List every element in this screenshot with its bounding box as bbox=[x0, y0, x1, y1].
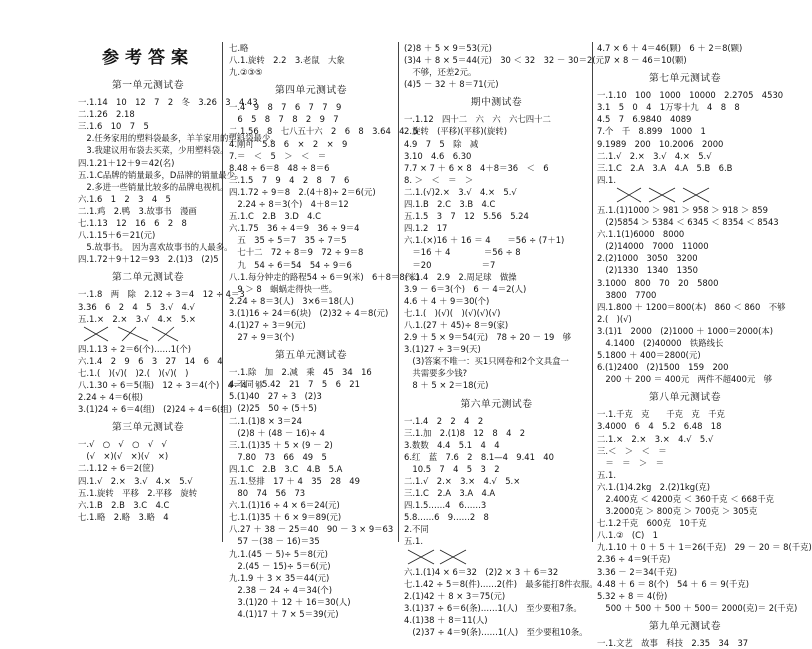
section-heading-unit5: 第五单元测试卷 bbox=[274, 350, 348, 362]
matching-lines-diagram bbox=[597, 186, 773, 204]
section-heading-unit1: 第一单元测试卷 bbox=[111, 80, 185, 92]
answer-line: 四.1.5……4 6……3 bbox=[404, 500, 487, 511]
answer-line: 一.1.千克 克 千克 克 千克 bbox=[597, 409, 725, 420]
unit5-answers bbox=[229, 366, 393, 620]
page-title: 参考答案 bbox=[102, 48, 194, 68]
answer-line: 8.48 ÷ 6＝8 48 ÷ 8＝6 bbox=[229, 162, 330, 173]
answer-line: 三.1.加 2.(1)8 12 8 4 2 bbox=[404, 427, 526, 438]
answer-line: 4.7 × 6 ＋ 4＝46(颗) 6 ＋ 2＝8(颗) bbox=[597, 43, 743, 53]
answer-line: 3.我建议用布袋去买菜，少用塑料袋。 bbox=[78, 145, 229, 156]
unit3-answers bbox=[78, 438, 218, 523]
answer-line: 5.32 ÷ 8 ＝ 4(份) bbox=[597, 590, 668, 601]
answer-line: ＝16 ＋ 4 ＝56 ÷ 8 bbox=[404, 247, 521, 258]
answer-line: 四.1.C 2.B 3.C 4.B 5.A bbox=[229, 463, 343, 474]
answer-line: 七.1.13 12 16 6 2 8 bbox=[78, 218, 187, 229]
answer-line: 不够，还差2元。 bbox=[404, 67, 477, 78]
answer-line: 一.1.除 加 2.减 乘 45 34 16 bbox=[229, 367, 372, 378]
answer-line: 4.(1)38 ＋ 8＝11(人) bbox=[404, 614, 488, 625]
answer-line: 6.(1)2400 (2)1500 159 200 bbox=[597, 362, 729, 373]
answer-line: (2)14000 7000 11000 bbox=[597, 241, 709, 252]
answer-line: 3.36 6 2 4 5 3.√ 4.√ bbox=[78, 301, 195, 312]
answer-line: 9.1989 200 10.2006 2000 bbox=[597, 138, 724, 149]
section-heading-unit3: 第三单元测试卷 bbox=[111, 422, 185, 434]
answer-line: 3.(1)20 ＋ 12 ＋ 16＝30(人) bbox=[229, 596, 351, 607]
answer-line: 7.7 × 7 ＋ 6 × 8 4＋8＝36 ＜ 6 bbox=[404, 162, 549, 173]
answer-line: 4.1400 (2)40000 铁路线长 bbox=[597, 337, 724, 348]
column-divider bbox=[592, 42, 593, 542]
answer-line: 九.②③⑤ bbox=[229, 67, 263, 78]
section-heading-midterm: 期中测试卷 bbox=[470, 97, 523, 109]
answer-line: 三.1.(1)35 ＋ 5 × (9 － 2) bbox=[229, 439, 333, 450]
answer-line: 二.1.26 2.18 bbox=[78, 109, 135, 120]
answer-line: 三.1.5 7 9 4 2 8 7 6 bbox=[229, 174, 350, 185]
answer-line: 57 －(38 － 16)＝35 bbox=[229, 536, 320, 547]
answer-line: 3.1000 800 70 20 5800 bbox=[597, 277, 719, 288]
answer-line: 500 ＋ 500 ＋ 500 ＋ 500＝ 2000(克)＝ 2(千克) bbox=[597, 602, 798, 613]
column-divider bbox=[398, 42, 399, 542]
answer-line: 7.＝ ＜ 5 ＞ ＜ ＝ bbox=[229, 150, 327, 161]
answer-line: 二.1.√ 2.× 3.√ 4.× 5.√ bbox=[597, 150, 712, 161]
answer-line: (2)5854 ＞ 5384 ＜ 6345 ＜ 8354 ＜ 8543 bbox=[597, 217, 779, 228]
answer-line: 3.(1)16 ÷ 24＝6(块) (2)32 ÷ 4＝8(元) bbox=[229, 307, 389, 318]
answer-line: 3.4000 6 4 5.2 6.48 18 bbox=[597, 421, 722, 432]
answer-line: 3.数数 4.4 5.1 4 4 bbox=[404, 439, 500, 450]
answer-line: 七.1.( )(√)( )(√)(√)(√) bbox=[404, 307, 501, 318]
answer-line: 五 35 ÷ 5＝7 35 ÷ 7＝5 bbox=[229, 235, 347, 246]
answer-line: 七十二 72 ÷ 8＝9 72 ÷ 9＝8 bbox=[229, 247, 364, 258]
answer-line: 五.1.旋转 平移 2.平移 旋转 bbox=[78, 487, 198, 498]
answer-line: 三.1.6 10 7 5 bbox=[78, 121, 149, 132]
answer-line: 3.(1)27 ÷ 3＝9(天) bbox=[404, 344, 481, 355]
section-heading-unit4: 第四单元测试卷 bbox=[274, 85, 348, 97]
answer-line: 3.36 － 2＝34(千克) bbox=[597, 566, 677, 577]
answer-line: 80 74 56 73 bbox=[229, 488, 306, 499]
answer-line: (3)4 ＋ 8 × 5＝44(元) 30 ＜ 32 32 － 30＝2(元) bbox=[404, 55, 608, 66]
answer-line: 五.1.C 2.B 3.D 4.C bbox=[229, 211, 322, 222]
answer-line: 四.1.13 ÷ 2＝6(个)……1(个) bbox=[78, 343, 191, 354]
section-heading-unit9: 第九单元测试卷 bbox=[648, 620, 722, 632]
answer-line: (2)8 ＋ 5 × 9＝53(元) bbox=[404, 43, 492, 53]
answer-line: 六.1.(1)4 × 6＝32 (2)2 × 3 ＋ 6＝32 bbox=[404, 566, 559, 577]
answer-line: 7.个 千 8.899 1000 1 bbox=[597, 126, 706, 137]
answer-line: 九.1.10 ＋ 0 ＋ 5 ＋ 1＝26(千克) 29 － 20 ＝ 8(千克) bbox=[597, 542, 812, 553]
answer-line: 4.48 ＋ 6 ＝ 8(个) 54 ＋ 6 ＝ 9(千克) bbox=[597, 578, 749, 589]
section-heading-unit2: 第二单元测试卷 bbox=[111, 272, 185, 284]
answer-line: 六.1.(×)16 ＋ 16 ＝ 4 ＝56 ÷ (7＋1) bbox=[404, 235, 565, 246]
answer-line: 4.不同 5.42 21 7 5 6 21 bbox=[229, 379, 360, 390]
answer-line: 2.24 ÷ 8＝3(人) 3×6＝18(人) bbox=[229, 295, 354, 306]
answer-line: 五.1.× 2.× 3.√ 4.× 5.× bbox=[78, 313, 196, 324]
answer-line: 七.1.(1)35 ＋ 6 × 9＝89(元) bbox=[229, 512, 342, 523]
answer-line: 七.略 bbox=[229, 43, 249, 53]
column-4 bbox=[597, 42, 812, 649]
answer-line: 27 ÷ 9＝3(个) bbox=[229, 332, 295, 343]
answer-line: 4.(1)27 ÷ 3＝9(元) bbox=[229, 319, 306, 330]
answer-line: 一.4 9 8 7 6 7 7 9 bbox=[229, 102, 342, 113]
unit6-answers bbox=[404, 415, 598, 639]
answer-line: 六.1.4 2 9 6 3 27 14 6 4 bbox=[78, 355, 223, 366]
answer-line: 八.1.(27 ＋ 45)÷ 8＝9(家) bbox=[404, 319, 509, 330]
answer-line: 2.多进一些销量比较多的品牌电视机。 bbox=[78, 181, 229, 192]
answer-line: (2)1330 1340 1350 bbox=[597, 265, 698, 276]
answer-line: 二.1.(√)2.× 3.√ 4.× 5.√ bbox=[404, 186, 517, 197]
answer-line: 一.1.文艺 故事 科技 2.35 34 37 bbox=[597, 637, 749, 648]
answer-line: 七.1.42 ÷ 5＝8(件)……2(件) 最多能打8件衣服。 bbox=[404, 578, 598, 589]
answer-line: 5.故事书。 因为喜欢故事书的人最多。 bbox=[78, 242, 233, 253]
answer-line: 二.1.鸡 2.鸭 3.故事书 漫画 bbox=[78, 205, 197, 216]
answer-line: 2.400克 ＜ 4200克 ＜ 360千克 ＜ 668千克 bbox=[597, 494, 774, 504]
answer-line: 四.1.72＋9＋12＝93 2.(1)3 (2)5 bbox=[78, 254, 219, 265]
answer-line: 八.1.每分钟走的路程54 ÷ 6＝9(米) 6＋8＝8(米) bbox=[229, 271, 420, 282]
answer-line: 7 × 8 － 46＝10(颗) bbox=[597, 55, 687, 66]
answer-line: 六.1.6 1 2 3 4 5 bbox=[78, 193, 171, 204]
answer-line: 五.1. bbox=[404, 536, 424, 547]
answer-line: 共需要多少钱? bbox=[404, 368, 468, 379]
answer-line: 二.1.× 2.× 3.× 4.√ 5.√ bbox=[597, 433, 714, 444]
answer-line: 六.1.(1)16 ÷ 4 × 6＝24(元) bbox=[229, 500, 340, 511]
answer-line: 8. ＞ ＜ ＝ ＞ bbox=[404, 174, 474, 185]
answer-line: 2.(45 － 15)÷ 5＝6(元) bbox=[229, 560, 331, 571]
answer-line: 3.(1)24 ÷ 6＝4(组) (2)24 ÷ 4＝6(组) bbox=[78, 404, 232, 415]
answer-line: 3800 7700 bbox=[597, 289, 657, 300]
answer-line: 六.1.4 2.9 2.周足球 做操 bbox=[404, 271, 517, 282]
answer-line: 四.1.√ 2.× 3.√ 4.× 5.√ bbox=[78, 475, 193, 486]
answer-line: 9 ＞ 8 蜗蜗走得快一些。 bbox=[229, 283, 338, 294]
answer-line: 3.9 － 6＝3(个) 6 － 4＝2(人) bbox=[404, 283, 527, 294]
answer-line: 3.2000克 ＞ 800克 ＞ 700克 ＞ 305克 bbox=[597, 506, 758, 517]
unit7-answers bbox=[597, 89, 786, 385]
answer-line: 八.27 ＋ 38 － 25＝40 90 － 3 × 9＝63 bbox=[229, 524, 394, 535]
matching-lines-diagram bbox=[78, 325, 218, 343]
answer-line: 六.1.(1)4.2kg 2.(2)1kg(克) bbox=[597, 481, 711, 492]
answer-line: 2.24 ÷ 8＝3(个) 4＋8＝12 bbox=[229, 199, 349, 210]
answer-line: 六.1.B 2.B 3.C 4.C bbox=[78, 499, 170, 510]
answer-line: 六.1.75 36 ÷ 4＝9 36 ÷ 9＝4 bbox=[229, 223, 360, 234]
answer-line: 一.1.12 四十二 六 六 六七四十二 bbox=[404, 114, 551, 125]
answer-line: 六.1.1(1)6000 8000 bbox=[597, 229, 685, 240]
answer-line: 4.刚可 5.8 6 × 2 × 9 bbox=[229, 138, 348, 149]
answer-line: 2.36 ÷ 4＝9(千克) bbox=[597, 554, 671, 565]
answer-line: 2.(2)1000 3050 3200 bbox=[597, 253, 698, 264]
answer-line: 2.38 － 24 ÷ 4＝34(个) bbox=[229, 584, 332, 595]
answer-line: 七.1.略 2.略 3.略 4 bbox=[78, 511, 169, 522]
answer-line: 一.1.10 100 1000 10000 2.2705 4530 bbox=[597, 90, 784, 101]
answer-line: 九.1.9 ＋ 3 × 35＝44(元) bbox=[229, 572, 330, 583]
answer-line: 八.1.旋转 2.2 3.老鼠 大象 bbox=[229, 55, 345, 66]
section-heading-unit6: 第六单元测试卷 bbox=[460, 398, 533, 410]
answer-line: 四.1.2 17 bbox=[404, 223, 448, 234]
answer-line: 4.9 7 5 除 减 bbox=[404, 138, 479, 149]
unit4-answers bbox=[229, 101, 420, 343]
answer-line: 4.6 ＋ 4 ＋ 9＝30(个) bbox=[404, 295, 490, 306]
answer-line: 5.1800 ＋ 400＝2800(元) bbox=[597, 350, 701, 361]
answer-line: 四.1.800 ＋ 1200＝800(本) 860 ＜ 860 不够 bbox=[597, 301, 786, 312]
answer-line: 3.(1)37 ÷ 6＝6(条)……1(人) 至少要租7条。 bbox=[404, 602, 582, 613]
answer-line: 2.( )(√) bbox=[597, 313, 632, 324]
answer-line: (√ ×)(√ ×)(√ ×) bbox=[78, 451, 169, 462]
answer-line: 八.1.② (C) 1 bbox=[597, 530, 658, 541]
answer-line: 八.1.15＋6＝21(元) bbox=[78, 230, 156, 241]
answer-line: (2)25 50 ÷ (5＋5) bbox=[229, 403, 317, 414]
answer-line: 4.5 7 6.9840 4089 bbox=[597, 114, 692, 125]
answer-line: (2)37 ÷ 4＝9(条)……1(人) 至少要租10条。 bbox=[404, 627, 588, 638]
answer-line: 二.1.12 ÷ 6＝2(筐) bbox=[78, 463, 154, 474]
answer-line: 5.8……6 9……2 8 bbox=[404, 512, 489, 523]
answer-line: 三.1.C 2.A 3.A 4.A bbox=[404, 488, 496, 499]
answer-line: 九 54 ÷ 6＝54 54 ÷ 9＝6 bbox=[229, 259, 352, 270]
answer-line: 八.1.30 ÷ 6＝5(瓶) 12 ÷ 3＝4(个) 4＝4 够 bbox=[78, 379, 264, 390]
answer-line: 五.1.竖排 17 ＋ 4 35 28 49 bbox=[229, 476, 360, 486]
answer-line: 2.旋转 (平移)(平移)(旋转) bbox=[404, 126, 507, 137]
answer-line: 2.24 ÷ 4＝6(根) bbox=[78, 392, 143, 403]
answer-line: ＝ ＝ ＞ ＝ bbox=[597, 457, 664, 468]
answer-line: (4)5 － 32 ＋ 8＝71(元) bbox=[404, 79, 499, 90]
answer-line: (2)8 ＋ (48 － 16)÷ 4 bbox=[229, 427, 325, 438]
answer-line: 七.1.2千克 600克 10千克 bbox=[597, 518, 707, 529]
answer-line: 2.(1)42 ＋ 8 × 3＝75(元) bbox=[404, 590, 506, 601]
answer-line: 五.1.C品牌的销量最多，D品牌的销量最少。 bbox=[78, 169, 244, 180]
answer-line: 四.1. bbox=[597, 174, 625, 185]
answer-line: 10.5 7 4 5 3 2 bbox=[404, 463, 500, 474]
answer-line: 七.1.( )(√)( )2.( )(√)( ) bbox=[78, 367, 189, 378]
column-3 bbox=[404, 42, 608, 638]
answer-line: 四.1.72 ÷ 9＝8 2.(4＋8)÷ 2＝6(元) bbox=[229, 186, 376, 197]
section-heading-unit8: 第八单元测试卷 bbox=[648, 392, 722, 404]
answer-line: 200 ＋ 200 ＝ 400元 两件不超400元 够 bbox=[597, 374, 773, 385]
answer-line: 一.1.14 10 12 7 2 冬 3.26 3 4.43 bbox=[78, 97, 258, 108]
answer-line: 三.＜ ＞ ＜ ＝ bbox=[597, 445, 667, 456]
answer-line: 5.(1)40 27 ÷ 3 (2)3 bbox=[229, 391, 322, 402]
answer-line: 2.9 ＋ 5 × 9＝54(元) 78 ÷ 20 － 19 够 bbox=[404, 332, 572, 343]
answer-line: ＝20 ＝7 bbox=[404, 259, 496, 270]
answer-line: 二.1.(1)8 × 3＝24 bbox=[229, 415, 302, 426]
answer-line: 7.80 73 66 49 5 bbox=[229, 451, 327, 462]
answer-line: 一.1.4 2 2 4 2 bbox=[404, 415, 484, 426]
midterm-answers bbox=[404, 113, 589, 391]
section-heading-unit7: 第七单元测试卷 bbox=[648, 73, 722, 85]
answer-line: 2.任务家用的塑料袋最多，羊羊家用的塑料袋最少。 bbox=[78, 133, 279, 144]
answer-line: 2.不同 bbox=[404, 524, 429, 535]
unit8-answers bbox=[597, 408, 812, 614]
answer-line: 五.1.(1)1000 ＞ 981 ＞ 958 ＞ 918 ＞ 859 bbox=[597, 204, 768, 215]
answer-line: 一.1.8 两 除 2.12 ÷ 3＝4 12 ÷ 4＝3 bbox=[78, 289, 245, 300]
answer-line: 3.1 5 0 4 1万零十九 4 8 8 bbox=[597, 102, 740, 113]
answer-line: 五.1.5 3 7 12 5.56 5.24 bbox=[404, 211, 529, 222]
answer-line: 3.10 4.6 6.30 bbox=[404, 150, 472, 161]
answer-line: 一.√ ○ √ ○ √ √ bbox=[78, 439, 167, 450]
answer-line: 九.1.(45 － 5)÷ 5＝8(元) bbox=[229, 548, 328, 559]
answer-line: 6.红 蓝 7.6 2 8.1—4 9.41 40 bbox=[404, 451, 554, 462]
answer-line: 二.1.56 8 七八五十六 2 6 8 3.64 4 5 bbox=[229, 126, 419, 137]
matching-lines-diagram bbox=[404, 548, 589, 566]
answer-line: (3)答案不唯一：买1只网卷和2个文具盒一 bbox=[404, 356, 569, 367]
answer-line: 五.1. bbox=[597, 469, 617, 480]
answer-line: 4.(1)17 ＋ 7 × 5＝39(元) bbox=[229, 609, 339, 620]
answer-line: 3.(1)1 2000 (2)1000 ＋ 1000＝2000(本) bbox=[597, 325, 774, 336]
answer-line: 二.1.√ 2.× 3.× 4.√ 5.× bbox=[404, 476, 521, 486]
answer-line: 四.1.B 2.C 3.B 4.C bbox=[404, 199, 496, 210]
answer-line: 8 ＋ 5 × 2＝18(元) bbox=[404, 380, 489, 391]
answer-line: 6 5 8 7 8 2 9 7 bbox=[229, 114, 339, 125]
answer-line: 三.1.C 2.A 3.A 4.A 5.B 6.B bbox=[597, 162, 733, 173]
answer-line: 四.1.21＋12＋9＝42(名) bbox=[78, 157, 175, 168]
